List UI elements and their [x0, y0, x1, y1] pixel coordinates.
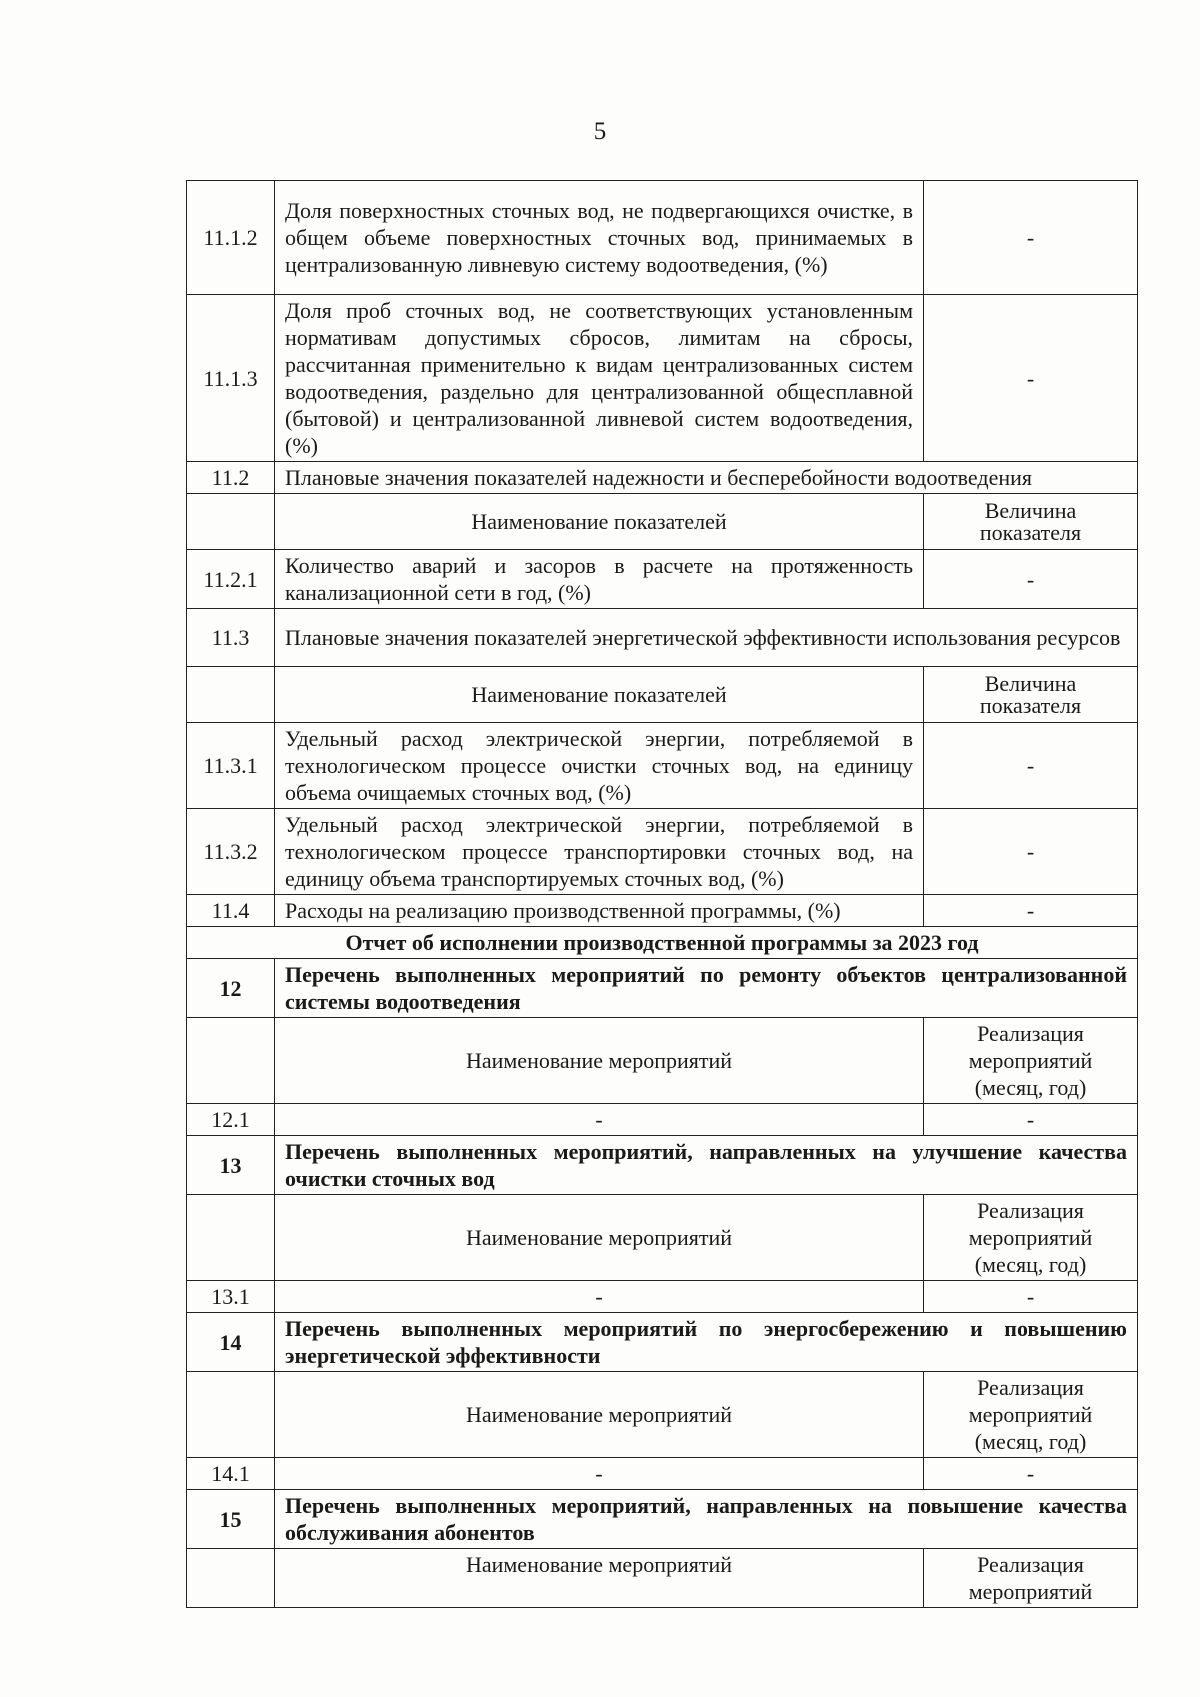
column-header-name: Наименование мероприятий: [275, 1018, 924, 1104]
row-number: 11.3.1: [187, 723, 275, 809]
row-number: 13.1: [187, 1281, 275, 1313]
indicator-text: Доля поверхностных сточных вод, не подвергающихся очистке, в общем объеме поверхностных сточных вод, принимаемых в централизованную ливневую систему водоотведения, (%): [275, 181, 924, 295]
report-title-row: [187, 927, 1138, 959]
column-header-name: Наименование показателей: [275, 494, 924, 550]
indicator-value: -: [924, 295, 1138, 462]
header-row: [187, 494, 1138, 550]
activity-name: -: [275, 1458, 924, 1490]
table-row: [187, 1281, 1138, 1313]
table-row: [187, 809, 1138, 895]
activity-name: -: [275, 1104, 924, 1136]
section-row: [187, 959, 1138, 1018]
indicator-value: -: [924, 181, 1138, 295]
header-row: [187, 1372, 1138, 1458]
table-row: [187, 723, 1138, 809]
row-number: 11.1.2: [187, 181, 275, 295]
section-number: 12: [187, 959, 275, 1018]
indicator-text: Расходы на реализацию производственной программы, (%): [275, 895, 924, 927]
column-header-name: Наименование показателей: [275, 667, 924, 723]
table-row: [187, 550, 1138, 609]
row-number: 11.2.1: [187, 550, 275, 609]
activity-date: -: [924, 1458, 1138, 1490]
section-row: [187, 1136, 1138, 1195]
row-number: 11.3.2: [187, 809, 275, 895]
indicator-value: -: [924, 550, 1138, 609]
section-row: [187, 462, 1138, 494]
header-row: [187, 1549, 1138, 1608]
table-row: [187, 295, 1138, 462]
row-number: 11.4: [187, 895, 275, 927]
activity-name: -: [275, 1281, 924, 1313]
row-number: 14.1: [187, 1458, 275, 1490]
page-number: 5: [593, 118, 607, 145]
column-header-value: Реализация мероприятий (месяц, год): [924, 1018, 1138, 1104]
indicator-text: Доля проб сточных вод, не соответствующих установленным нормативам допустимых сбросов, лимитам на сбросы, рассчитанная применительно к видам централизованных систем водоотведения, раздельно для централизованной общесплавной (бытовой) и централизованной ливневой систем водоотведения, (%): [275, 295, 924, 462]
activity-date: -: [924, 1104, 1138, 1136]
column-header-value: Величина показателя: [924, 494, 1138, 550]
indicator-text: Удельный расход электрической энергии, потребляемой в технологическом процессе очистки сточных вод, на единицу объема очищаемых сточных вод, (%): [275, 723, 924, 809]
section-title: Плановые значения показателей энергетической эффективности использования ресурсов: [275, 609, 1138, 667]
column-header-value: Реализация мероприятий (месяц, год): [924, 1195, 1138, 1281]
section-number: 14: [187, 1313, 275, 1372]
column-header-value: Реализация мероприятий (месяц, год): [924, 1372, 1138, 1458]
section-row: [187, 1490, 1138, 1549]
section-title: Перечень выполненных мероприятий, направленных на улучшение качества очистки сточных вод: [275, 1136, 1138, 1195]
column-header-value: Величина показателя: [924, 667, 1138, 723]
header-row: [187, 667, 1138, 723]
empty-cell: [187, 667, 275, 723]
indicator-text: Удельный расход электрической энергии, потребляемой в технологическом процессе транспортировки сточных вод, на единицу объема транспортируемых сточных вод, (%): [275, 809, 924, 895]
table-row: [187, 1458, 1138, 1490]
indicators-table: [186, 180, 1138, 1608]
header-row: [187, 1195, 1138, 1281]
empty-cell: [187, 1549, 275, 1608]
section-row: [187, 609, 1138, 667]
section-number: 11.3: [187, 609, 275, 667]
indicator-text: Количество аварий и засоров в расчете на протяженность канализационной сети в год, (%): [275, 550, 924, 609]
section-number: 15: [187, 1490, 275, 1549]
table-row: [187, 181, 1138, 295]
header-row: [187, 1018, 1138, 1104]
activity-date: -: [924, 1281, 1138, 1313]
section-title: Плановые значения показателей надежности и бесперебойности водоотведения: [275, 462, 1138, 494]
row-number: 12.1: [187, 1104, 275, 1136]
empty-cell: [187, 494, 275, 550]
column-header-name: Наименование мероприятий: [275, 1195, 924, 1281]
section-title: Перечень выполненных мероприятий по энергосбережению и повышению энергетической эффективности: [275, 1313, 1138, 1372]
column-header-name: Наименование мероприятий: [275, 1372, 924, 1458]
section-number: 13: [187, 1136, 275, 1195]
empty-cell: [187, 1372, 275, 1458]
section-number: 11.2: [187, 462, 275, 494]
empty-cell: [187, 1195, 275, 1281]
indicator-value: -: [924, 723, 1138, 809]
report-title: Отчет об исполнении производственной программы за 2023 год: [187, 927, 1138, 959]
table-row: [187, 1104, 1138, 1136]
table-row: [187, 895, 1138, 927]
column-header-value: Реализация мероприятий: [924, 1549, 1138, 1608]
section-title: Перечень выполненных мероприятий по ремонту объектов централизованной системы водоотведения: [275, 959, 1138, 1018]
column-header-name: Наименование мероприятий: [275, 1549, 924, 1608]
empty-cell: [187, 1018, 275, 1104]
row-number: 11.1.3: [187, 295, 275, 462]
section-row: [187, 1313, 1138, 1372]
indicator-value: -: [924, 895, 1138, 927]
section-title: Перечень выполненных мероприятий, направленных на повышение качества обслуживания абонентов: [275, 1490, 1138, 1549]
indicator-value: -: [924, 809, 1138, 895]
